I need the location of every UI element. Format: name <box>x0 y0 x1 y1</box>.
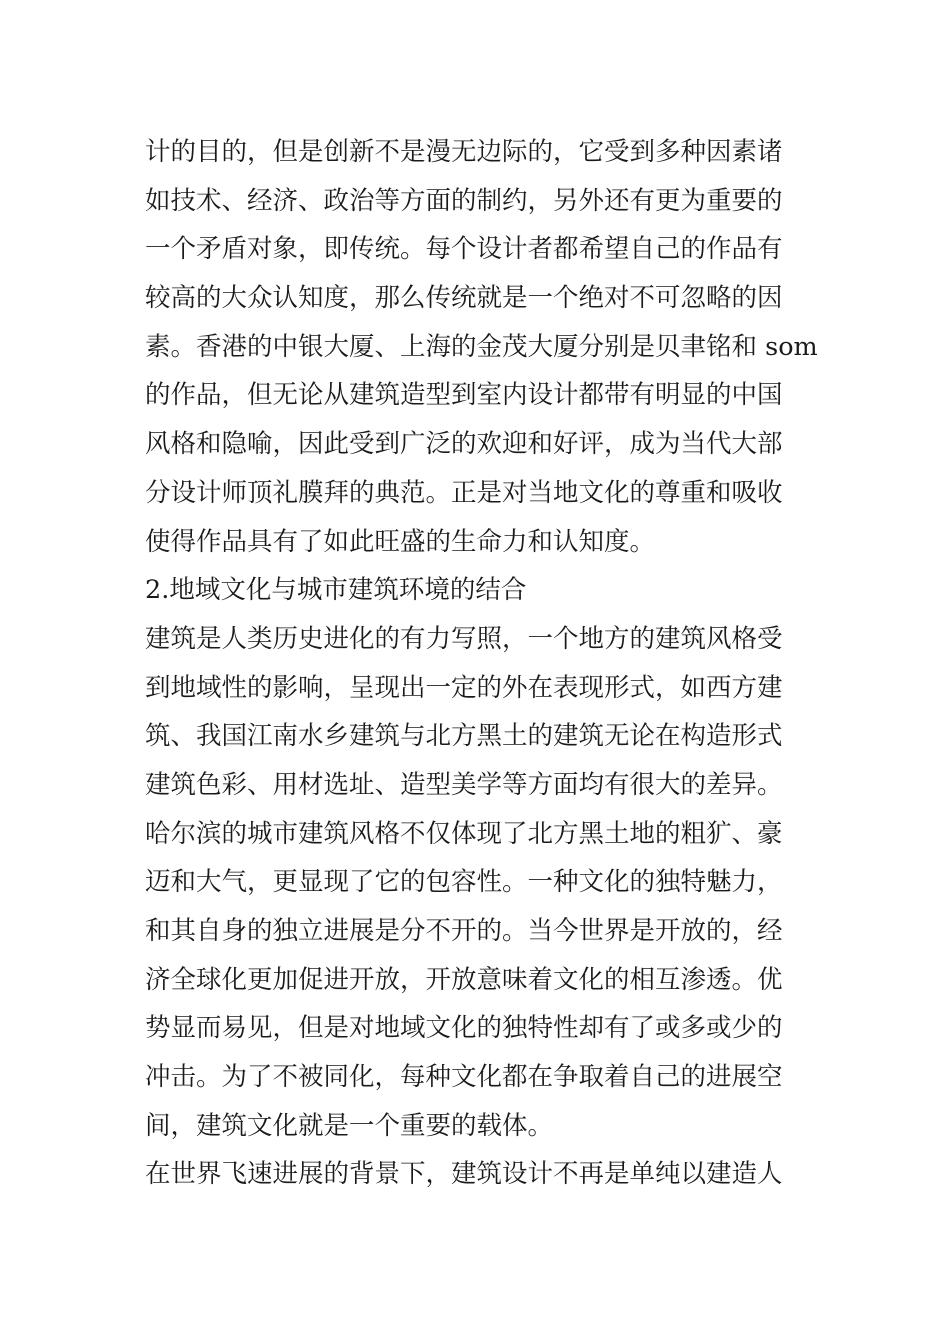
text-line: 风格和隐喻，因此受到广泛的欢迎和好评，成为当代大部 <box>145 429 783 460</box>
text-line: 一个矛盾对象，即传统。每个设计者都希望自己的作品有 <box>145 234 783 265</box>
text-line: 素。香港的中银大厦、上海的金茂大厦分别是贝聿铭和 som <box>145 331 818 362</box>
text-line: 势显而易见，但是对地域文化的独特性却有了或多或少的 <box>145 1013 783 1044</box>
text-line: 使得作品具有了如此旺盛的生命力和认知度。 <box>145 526 656 557</box>
section-heading: 2.地域文化与城市建筑环境的结合 <box>145 575 527 606</box>
text-line: 哈尔滨的城市建筑风格不仅体现了北方黑土地的粗犷、豪 <box>145 818 783 849</box>
text-line: 的作品，但无论从建筑造型到室内设计都带有明显的中国 <box>145 380 783 411</box>
text-line: 建筑色彩、用材选址、造型美学等方面均有很大的差异。 <box>145 769 783 800</box>
text-line: 较高的大众认知度，那么传统就是一个绝对不可忽略的因 <box>145 283 783 314</box>
text-line: 筑、我国江南水乡建筑与北方黑土的建筑无论在构造形式 <box>145 721 783 752</box>
text-line: 如技术、经济、政治等方面的制约，另外还有更为重要的 <box>145 185 783 216</box>
text-line: 迈和大气，更显现了它的包容性。一种文化的独特魅力， <box>145 867 783 898</box>
text-line: 计的目的，但是创新不是漫无边际的，它受到多种因素诸 <box>145 137 783 167</box>
text-line: 到地域性的影响，呈现出一定的外在表现形式，如西方建 <box>145 672 783 703</box>
text-line: 和其自身的独立进展是分不开的。当今世界是开放的，经 <box>145 916 783 946</box>
text-line: 济全球化更加促进开放，开放意味着文化的相互渗透。优 <box>145 964 783 995</box>
text-line: 冲击。为了不被同化，每种文化都在争取着自己的进展空 <box>145 1062 783 1093</box>
text-line: 建筑是人类历史进化的有力写照，一个地方的建筑风格受 <box>145 623 783 654</box>
text-line: 在世界飞速进展的背景下，建筑设计不再是单纯以建造人 <box>145 1159 783 1190</box>
text-line: 分设计师顶礼膜拜的典范。正是对当地文化的尊重和吸收 <box>145 477 783 508</box>
body-text <box>145 128 818 1199</box>
text-line: 间，建筑文化就是一个重要的载体。 <box>145 1110 554 1141</box>
